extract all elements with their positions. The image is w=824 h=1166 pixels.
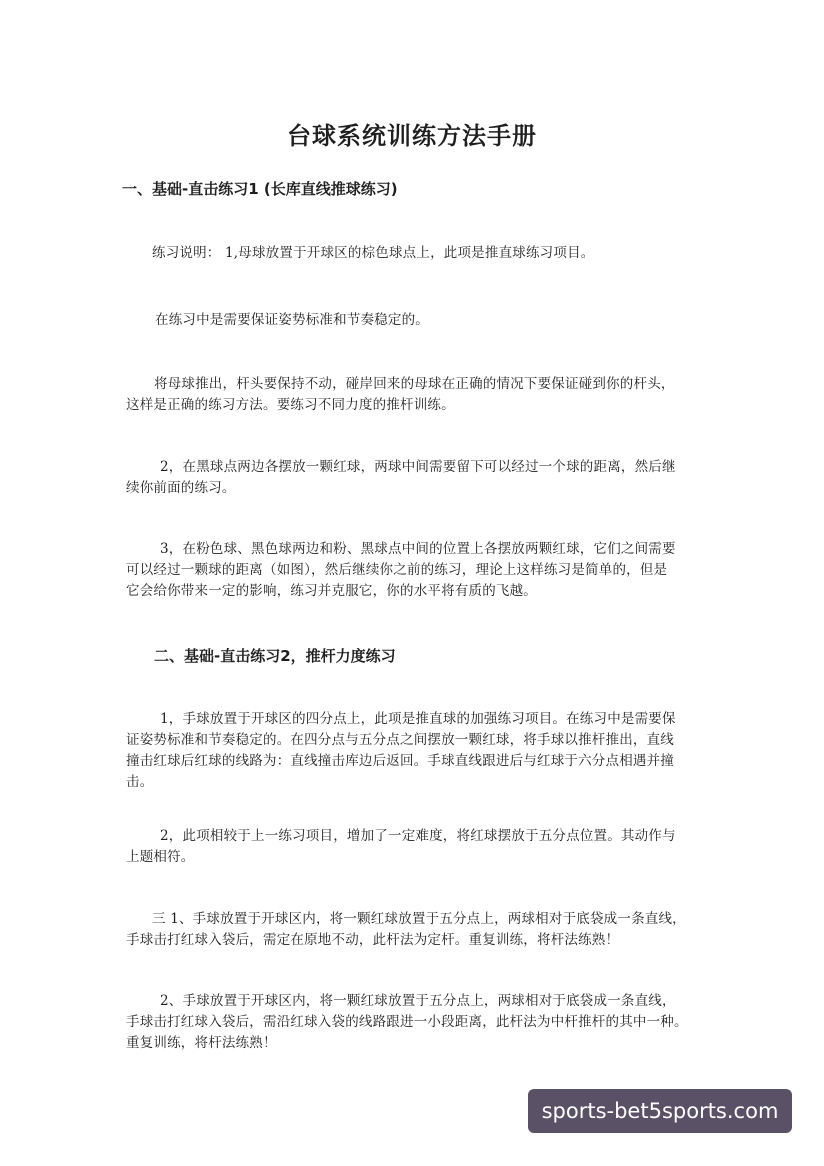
text-line: 三 1、手球放置于开球区内，将一颗红球放置于五分点上，两球相对于底袋成一条直线，: [152, 911, 686, 927]
text-line: 练习说明： 1,母球放置于开球区的棕色球点上，此项是推直球练习项目。: [152, 245, 595, 261]
document-title: 台球系统训练方法手册: [287, 122, 537, 150]
s1-paragraph-4: [126, 457, 676, 499]
text-line: 上题相符。: [126, 849, 195, 865]
text-line: 证姿势标准和节奏稳定的。在四分点与五分点之间摆放一颗红球，将手球以推杆推出，直线: [126, 732, 674, 748]
s1-paragraph-1: [152, 243, 594, 264]
s2-paragraph-3: [126, 909, 686, 951]
text-line: 击。: [126, 774, 154, 790]
text-line: 手球击打红球入袋后，需沿红球入袋的线路跟进一小段距离，此杆法为中杆推杆的其中一种。: [126, 1014, 688, 1030]
text-line: 2、手球放置于开球区内，将一颗红球放置于五分点上，两球相对于底袋成一条直线，: [160, 993, 676, 1009]
s1-paragraph-3: [126, 374, 675, 416]
s2-paragraph-1: [126, 709, 676, 793]
text-line: 2，此项相较于上一练习项目，增加了一定难度，将红球摆放于五分点位置。其动作与: [160, 828, 676, 844]
text-line: 这样是正确的练习方法。要练习不同力度的推杆训练。: [126, 397, 455, 413]
text-line: 1，手球放置于开球区的四分点上，此项是推直球的加强练习项目。在练习中是需要保: [160, 711, 676, 727]
text-line: 续你前面的练习。: [126, 480, 236, 496]
text-line: 它会给你带来一定的影响，练习并克服它，你的水平将有质的飞越。: [126, 583, 537, 599]
s1-paragraph-5: [126, 539, 676, 602]
s2-paragraph-2: [126, 826, 676, 868]
text-line: 可以经过一颗球的距离（如图），然后继续你之前的练习，理论上这样练习是简单的，但是: [126, 562, 668, 578]
text-line: 在练习中是需要保证姿势标准和节奏稳定的。: [155, 312, 429, 328]
s2-paragraph-4: [126, 991, 688, 1054]
section-1-heading: 一、基础-直击练习1 (长库直线推球练习): [122, 180, 398, 198]
text-line: 3，在粉色球、黑色球两边和粉、黑球点中间的位置上各摆放两颗红球，它们之间需要: [160, 541, 676, 557]
text-line: 将母球推出，杆头要保持不动，碰岸回来的母球在正确的情况下要保证碰到你的杆头，: [154, 376, 675, 392]
watermark-badge: sports-bet5sports.com: [528, 1089, 792, 1133]
s1-paragraph-2: [155, 310, 429, 331]
text-line: 撞击红球后红球的线路为：直线撞击库边后返回。手球直线跟进后与红球于六分点相遇并撞: [126, 753, 674, 769]
text-line: 重复训练，将杆法练熟！: [126, 1035, 277, 1051]
section-2-heading: 二、基础-直击练习2，推杆力度练习: [154, 647, 396, 665]
text-line: 2，在黑球点两边各摆放一颗红球，两球中间需要留下可以经过一个球的距离，然后继: [160, 459, 676, 475]
text-line: 手球击打红球入袋后，需定在原地不动，此杆法为定杆。重复训练，将杆法练熟！: [126, 932, 620, 948]
